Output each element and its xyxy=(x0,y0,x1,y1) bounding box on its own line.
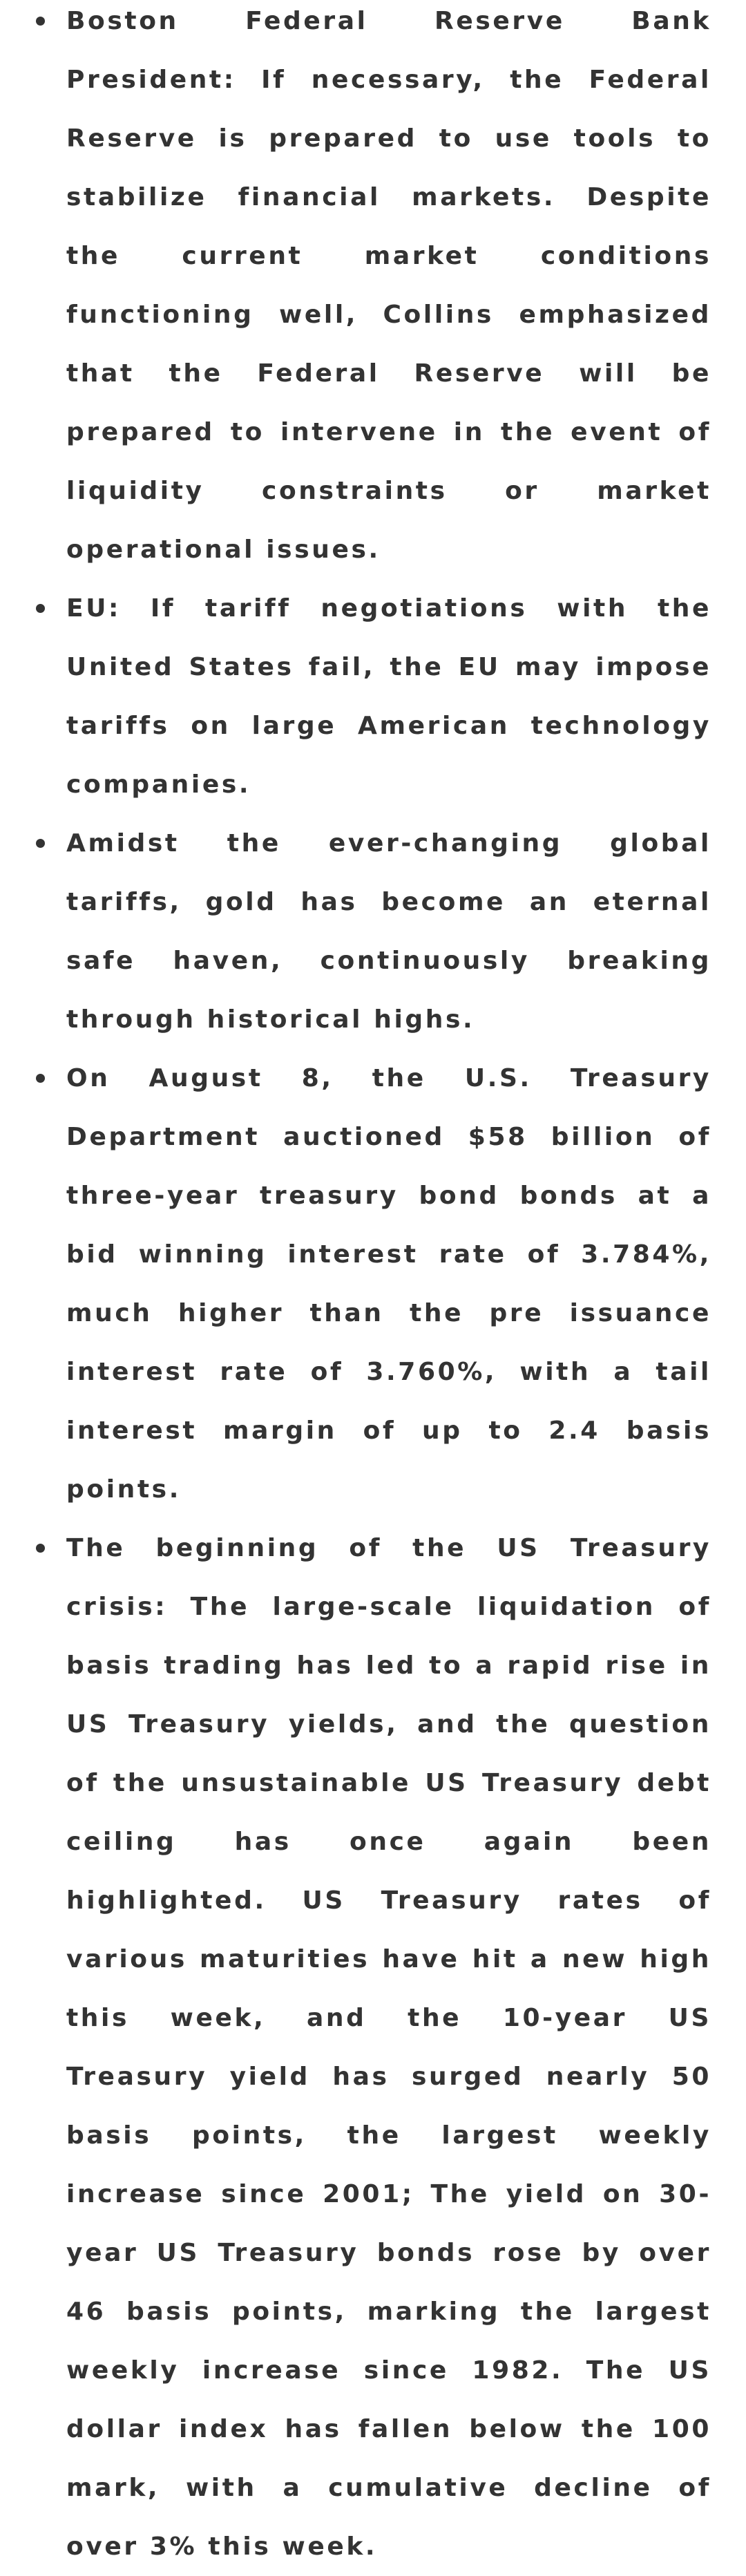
list-item xyxy=(33,0,711,579)
list-item-text: Boston Federal Reserve Bank President: If necessary, the Federal Reserve is prepared to use tools to stabilize financial markets. Despite the current market conditions functioning well, Collins emphasized that the Federal Reserve will be prepared to intervene in the event of liquidity constraints or market operational issues. xyxy=(66,7,711,564)
list-item xyxy=(33,814,711,1049)
bullet-icon xyxy=(36,1544,45,1553)
news-list xyxy=(33,0,711,2576)
list-item-text: EU: If tariff negotiations with the United States fail, the EU may impose tariffs on large American technology companies. xyxy=(66,594,711,799)
bullet-icon xyxy=(36,17,45,26)
list-item-text: The beginning of the US Treasury crisis: The large-scale liquidation of basis trading has led to a rapid rise in US Treasury yields, and the question of the unsustainable US Treasury debt ceiling has once again been highlighted. US Treasury rates of various maturities have hit a new high this week, and the 10-year US Treasury yield has surged nearly 50 basis points, the largest weekly increase since 2001; The yield on 30-year US Treasury bonds rose by over 46 basis points, marking the largest weekly increase since 1982. The US dollar index has fallen below the 100 mark, with a cumulative decline of over 3% this week. xyxy=(66,1534,711,2561)
list-item-text: On August 8, the U.S. Treasury Department auctioned $58 billion of three-year treasury bond bonds at a bid winning interest rate of 3.784%, much higher than the pre issuance interest rate of 3.760%, with a tail interest margin of up to 2.4 basis points. xyxy=(66,1064,711,1504)
bullet-icon xyxy=(36,1074,45,1083)
list-item xyxy=(33,1519,711,2576)
list-item-text: Amidst the ever-changing global tariffs, gold has become an eternal safe haven, continuously breaking through historical highs. xyxy=(66,829,711,1034)
list-item xyxy=(33,1049,711,1519)
bullet-icon xyxy=(36,839,45,848)
bullet-icon xyxy=(36,604,45,613)
list-item xyxy=(33,579,711,814)
